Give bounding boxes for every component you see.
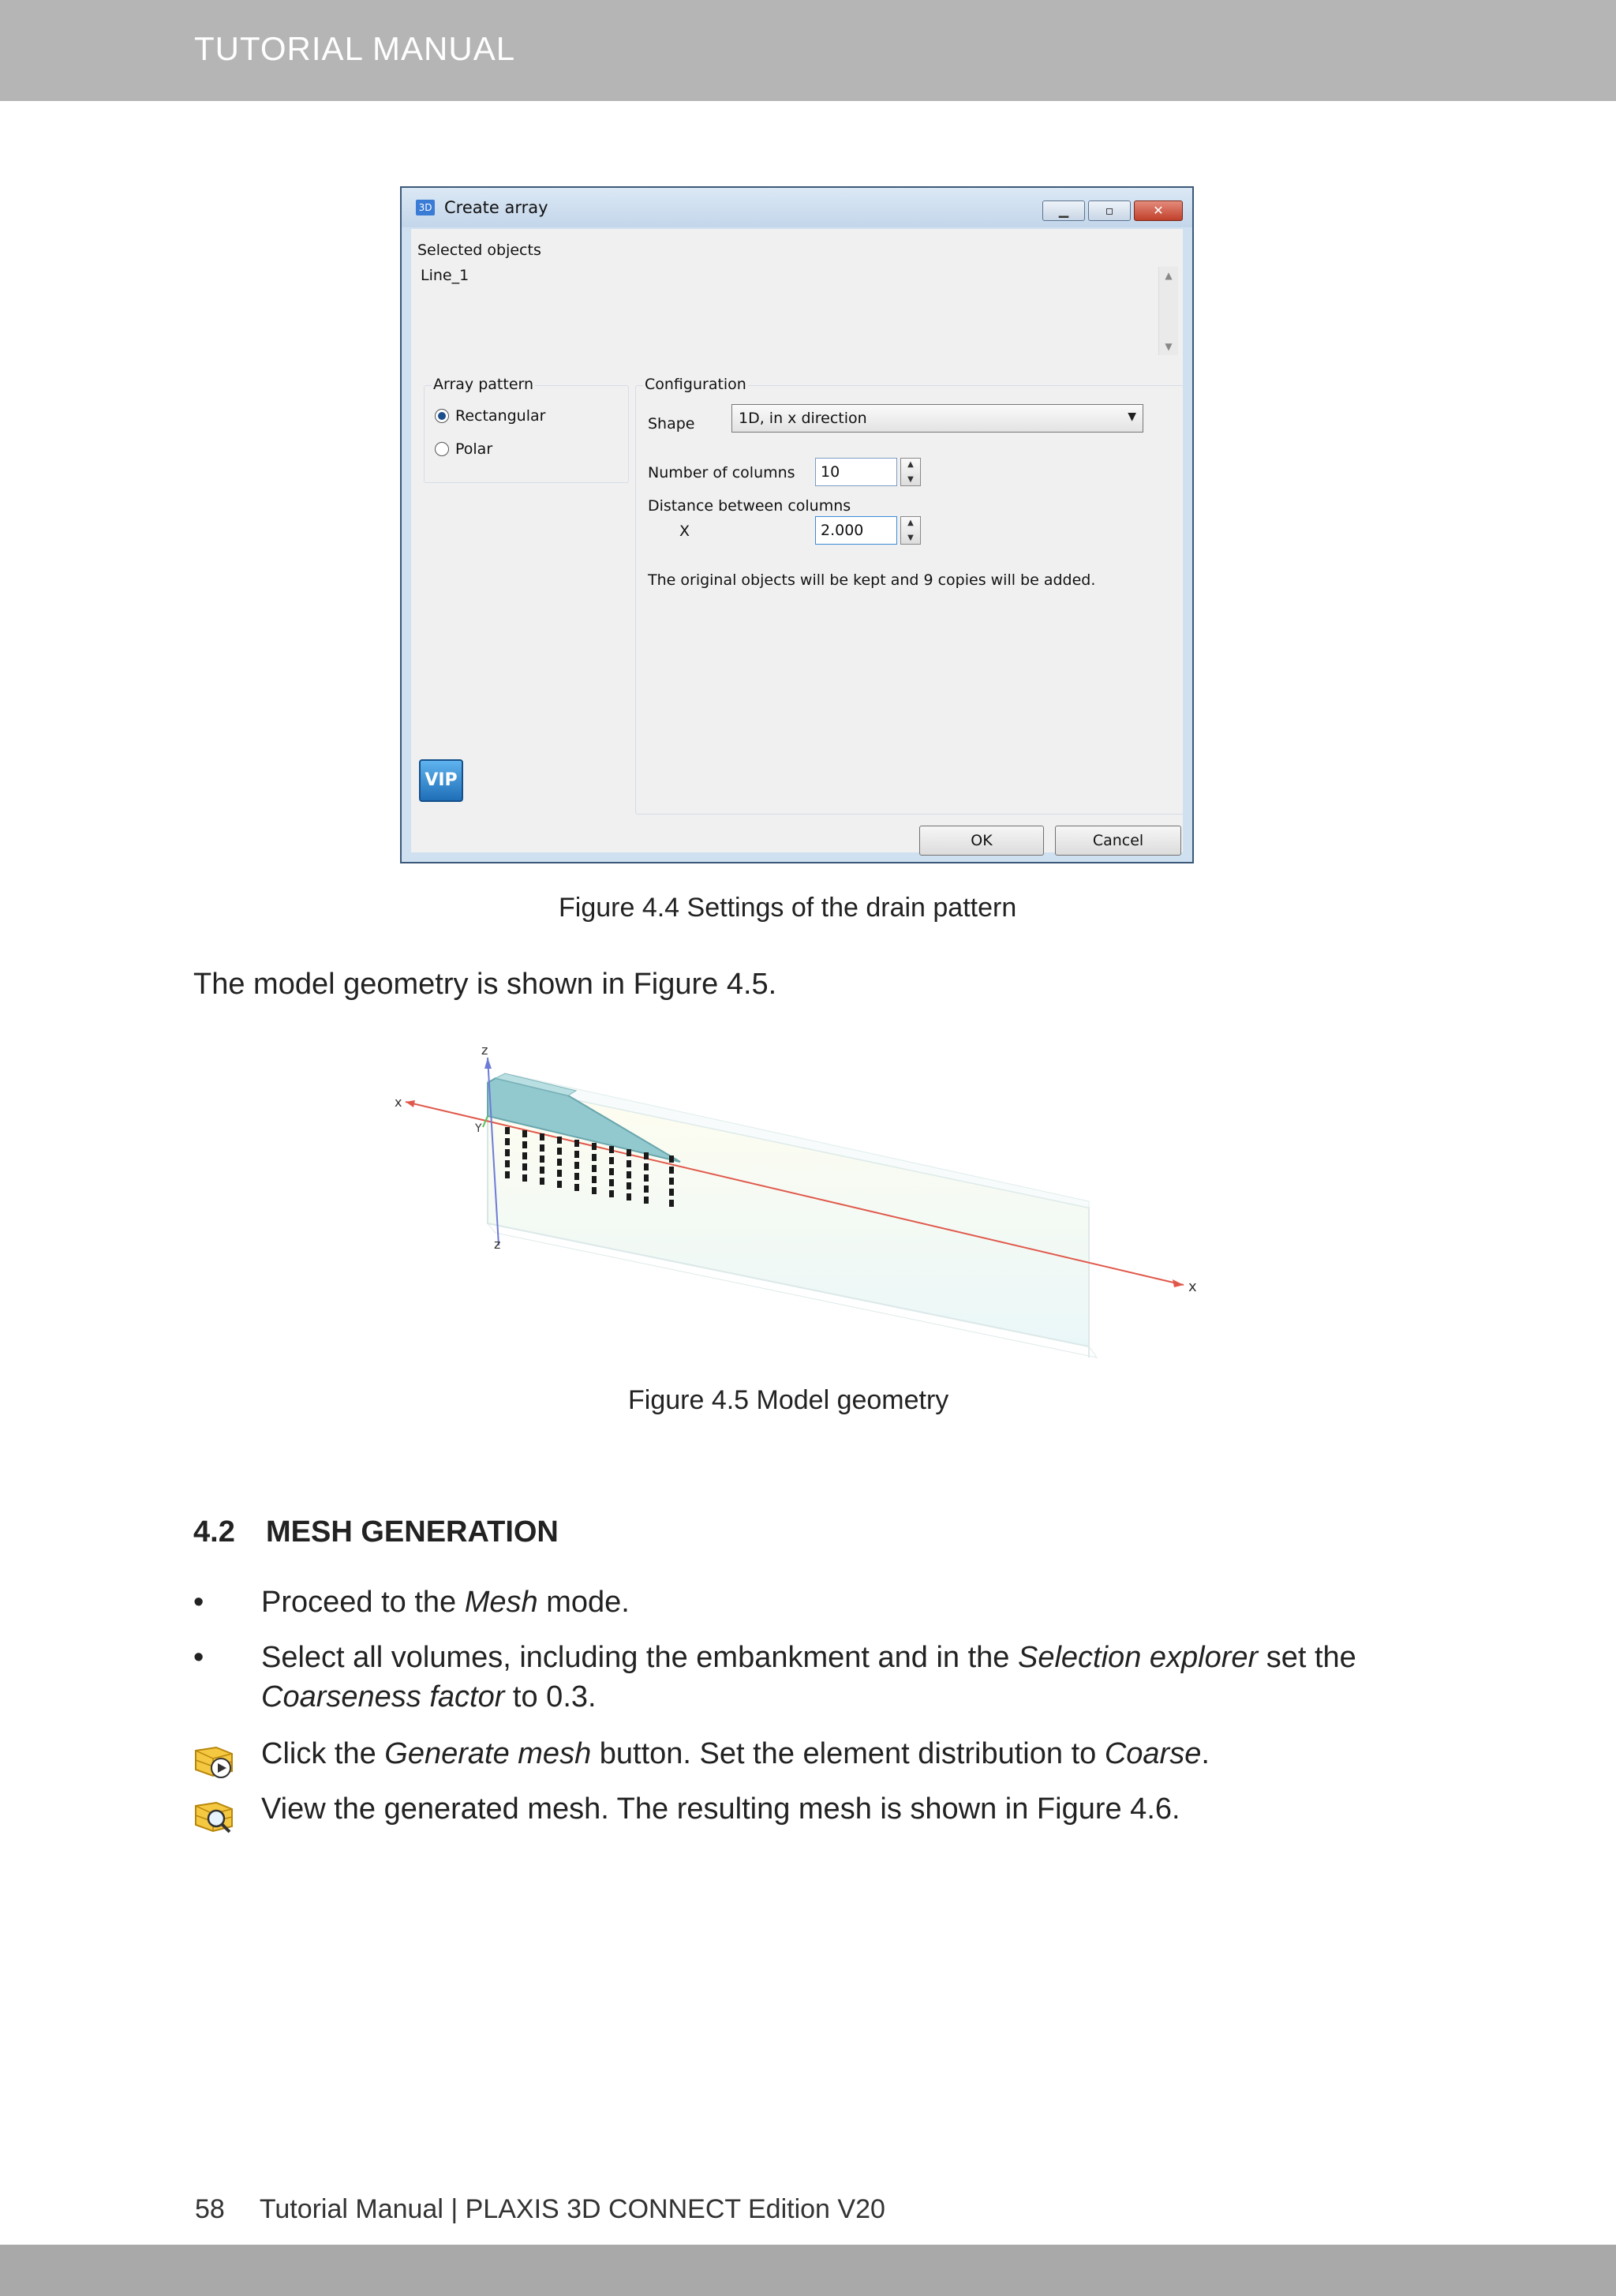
app-icon: 3D bbox=[416, 200, 435, 215]
section-heading bbox=[193, 1515, 559, 1549]
radio-rectangular[interactable] bbox=[435, 409, 449, 423]
radio-rectangular-label: Rectangular bbox=[455, 407, 546, 425]
array-pattern-group bbox=[424, 385, 629, 483]
ok-button[interactable]: OK bbox=[919, 826, 1044, 856]
distance-x-value: 2.000 bbox=[821, 522, 864, 539]
cancel-button[interactable]: Cancel bbox=[1055, 826, 1181, 856]
distance-label: Distance between columns bbox=[648, 497, 851, 515]
view-mesh-icon bbox=[193, 1800, 235, 1836]
axis-label-y: Y bbox=[475, 1122, 482, 1135]
configuration-group bbox=[635, 385, 1184, 815]
close-icon: ✕ bbox=[1153, 203, 1164, 218]
paragraph-model-geometry: The model geometry is shown in Figure 4.5. bbox=[193, 968, 777, 1001]
vip-icon[interactable] bbox=[419, 759, 463, 802]
maximize-button[interactable] bbox=[1088, 200, 1131, 221]
step-text: Click the bbox=[261, 1737, 385, 1770]
footer-bar bbox=[0, 2245, 1616, 2296]
columns-value: 10 bbox=[821, 463, 840, 481]
spin-down-icon[interactable]: ▼ bbox=[907, 534, 914, 542]
columns-stepper[interactable] bbox=[900, 458, 921, 486]
step-emphasis: Coarseness factor bbox=[261, 1680, 505, 1714]
footer bbox=[195, 2194, 885, 2225]
radio-polar-label: Polar bbox=[455, 440, 493, 458]
spin-up-icon[interactable]: ▲ bbox=[907, 460, 914, 469]
minimize-button[interactable] bbox=[1042, 200, 1085, 221]
scroll-up-icon[interactable]: ▲ bbox=[1165, 270, 1173, 281]
model-geometry-figure bbox=[387, 1034, 1223, 1365]
step-text: to 0.3. bbox=[504, 1680, 597, 1714]
axis-label-x-left: x bbox=[395, 1095, 402, 1110]
step-emphasis: Coarse bbox=[1104, 1737, 1202, 1770]
vip-label: VIP bbox=[425, 770, 458, 790]
step-proceed-mesh bbox=[261, 1582, 630, 1622]
shape-value: 1D, in x direction bbox=[739, 410, 867, 427]
section-title: MESH GENERATION bbox=[266, 1515, 559, 1549]
bullet-dot: • bbox=[193, 1586, 204, 1619]
columns-input[interactable] bbox=[815, 458, 897, 486]
bullet-dot: • bbox=[193, 1641, 204, 1674]
scroll-down-icon[interactable]: ▼ bbox=[1165, 341, 1173, 352]
selected-objects-list[interactable] bbox=[417, 267, 1178, 355]
x-label: X bbox=[679, 522, 690, 540]
step-select-volumes bbox=[261, 1638, 1356, 1717]
dialog-body bbox=[411, 229, 1183, 852]
header-title: TUTORIAL MANUAL bbox=[194, 30, 516, 67]
array-pattern-label: Array pattern bbox=[433, 376, 534, 393]
step-emphasis: Generate mesh bbox=[384, 1737, 592, 1770]
figure-4-4-caption: Figure 4.4 Settings of the drain pattern bbox=[559, 893, 1017, 923]
create-array-dialog bbox=[400, 186, 1194, 863]
header-bar bbox=[0, 0, 1616, 101]
info-text: The original objects will be kept and 9 copies will be added. bbox=[648, 571, 1096, 589]
axis-label-x-right: x bbox=[1188, 1279, 1197, 1295]
step-text: . bbox=[1201, 1737, 1210, 1770]
generate-mesh-icon bbox=[193, 1744, 235, 1781]
configuration-label: Configuration bbox=[645, 376, 746, 393]
shape-select[interactable] bbox=[731, 404, 1143, 433]
selected-objects-label: Selected objects bbox=[417, 242, 541, 259]
step-text: Select all volumes, including the embankment and in the bbox=[261, 1641, 1018, 1674]
step-emphasis: Mesh bbox=[464, 1586, 538, 1619]
step-text: set the bbox=[1258, 1641, 1356, 1674]
distance-x-input[interactable] bbox=[815, 516, 897, 545]
close-button[interactable] bbox=[1134, 200, 1183, 221]
footer-title: Tutorial Manual | PLAXIS 3D CONNECT Edition V20 bbox=[259, 2194, 885, 2224]
dialog-titlebar bbox=[402, 188, 1192, 227]
spin-down-icon[interactable]: ▼ bbox=[907, 475, 914, 484]
step-generate-mesh bbox=[261, 1734, 1210, 1774]
radio-polar[interactable] bbox=[435, 442, 449, 456]
columns-label: Number of columns bbox=[648, 464, 795, 481]
shape-label: Shape bbox=[648, 415, 695, 433]
page-number: 58 bbox=[195, 2194, 225, 2224]
section-number: 4.2 bbox=[193, 1515, 235, 1549]
axis-label-z-top: z bbox=[481, 1043, 488, 1058]
step-emphasis: Selection explorer bbox=[1018, 1641, 1259, 1674]
figure-4-5-caption: Figure 4.5 Model geometry bbox=[628, 1385, 949, 1415]
list-scrollbar[interactable] bbox=[1158, 267, 1178, 355]
list-item[interactable]: Line_1 bbox=[421, 267, 469, 284]
distance-x-stepper[interactable] bbox=[900, 516, 921, 545]
step-text: Proceed to the bbox=[261, 1586, 465, 1619]
step-text: mode. bbox=[537, 1586, 630, 1619]
dialog-title: Create array bbox=[444, 198, 548, 217]
spin-up-icon[interactable]: ▲ bbox=[907, 519, 914, 527]
step-view-mesh: View the generated mesh. The resulting mesh is shown in Figure 4.6. bbox=[261, 1792, 1180, 1826]
maximize-icon: ▫ bbox=[1105, 203, 1114, 218]
chevron-down-icon: ▼ bbox=[1128, 410, 1136, 423]
step-text: button. Set the element distribution to bbox=[591, 1737, 1105, 1770]
axis-label-z-bottom: z bbox=[494, 1237, 501, 1252]
minimize-icon: ▁ bbox=[1058, 203, 1069, 218]
